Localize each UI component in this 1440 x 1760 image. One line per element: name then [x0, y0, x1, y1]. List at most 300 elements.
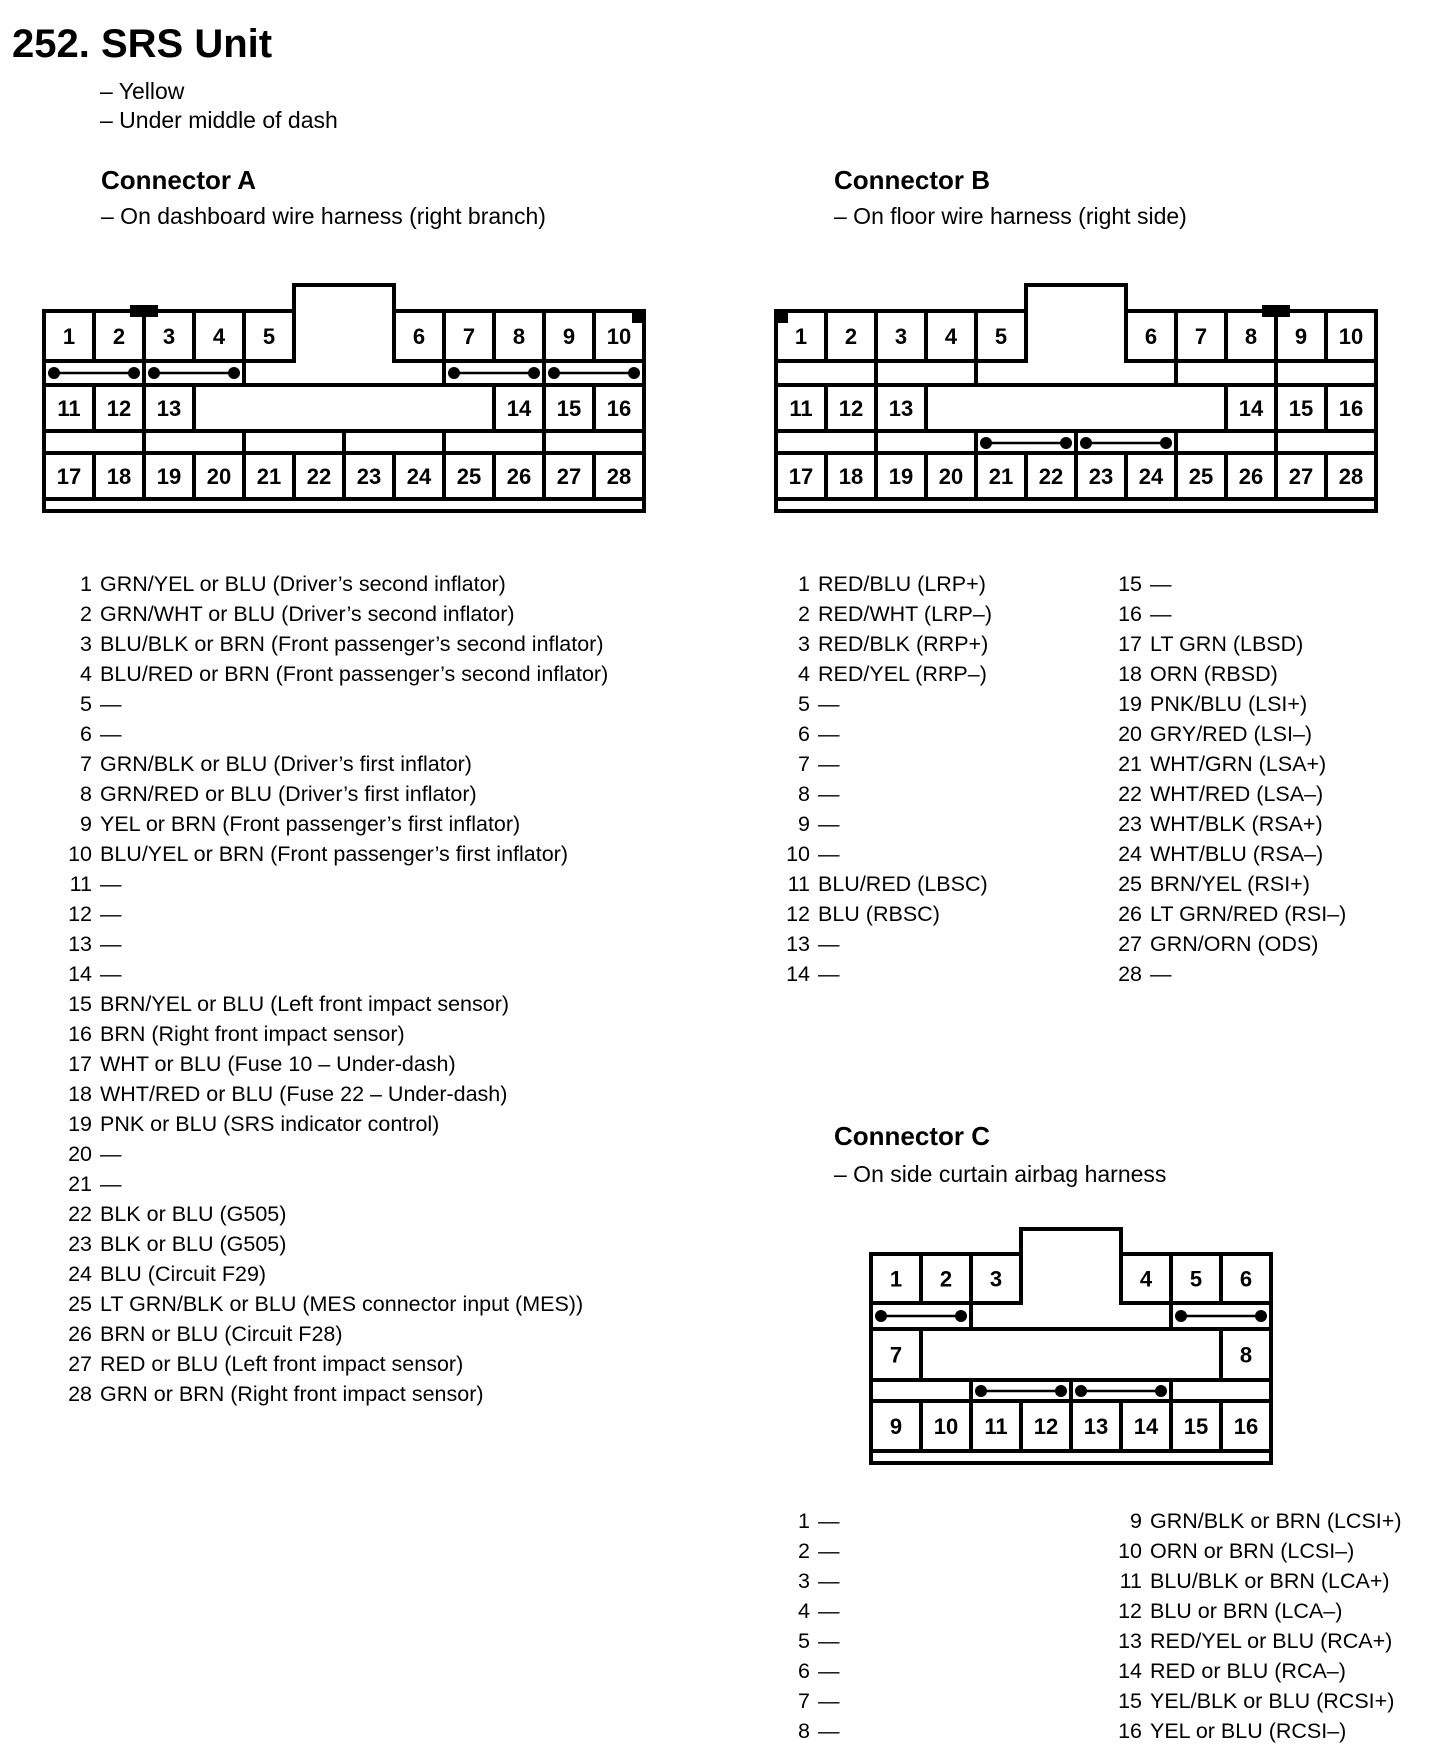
shorting-bar-end	[1060, 437, 1072, 449]
separator-cell	[544, 431, 644, 453]
pin-row	[60, 1049, 608, 1079]
separator-cell	[876, 431, 976, 453]
pin-number: 7	[798, 1689, 810, 1713]
pin-description: BLU or BRN (LCA–)	[1150, 1599, 1343, 1623]
connector-key	[1262, 305, 1290, 317]
pin-row	[60, 1199, 608, 1229]
pin-label: 5	[1189, 1266, 1203, 1292]
pin-label: 3	[894, 324, 908, 349]
pin-row	[60, 809, 608, 839]
connector-cavity	[194, 385, 494, 431]
pin-row	[778, 1506, 840, 1536]
pin-description: —	[100, 1172, 122, 1196]
pin-description: —	[100, 872, 122, 896]
pin-row	[60, 629, 608, 659]
pin-description: RED or BLU (RCA–)	[1150, 1659, 1346, 1683]
connector-c-location: – On side curtain airbag harness	[834, 1161, 1167, 1187]
pin-description: —	[100, 962, 122, 986]
pin-row	[778, 1596, 840, 1626]
connector-c-pin-list-col1	[778, 1506, 840, 1746]
pin-description: RED or BLU (Left front impact sensor)	[100, 1352, 464, 1376]
pin-row	[60, 1019, 608, 1049]
pin-description: —	[818, 1689, 840, 1713]
pin-number: 9	[1130, 1509, 1142, 1533]
pin-row	[1110, 569, 1346, 599]
unit-location-note: – Under middle of dash	[100, 107, 338, 133]
pin-label: 8	[1239, 1342, 1253, 1368]
pin-description: —	[100, 1142, 122, 1166]
shorting-bar-end	[1255, 1310, 1267, 1322]
pin-number: 16	[1118, 602, 1142, 626]
pin-description: BLU/BLK or BRN (LCA+)	[1150, 1569, 1390, 1593]
pin-row	[1110, 749, 1346, 779]
pin-row	[1110, 599, 1346, 629]
pin-number: 23	[68, 1232, 92, 1256]
pin-row	[60, 1139, 608, 1169]
connector-key	[130, 305, 158, 317]
pin-description: GRN/ORN (ODS)	[1150, 932, 1319, 956]
pin-row	[1110, 809, 1346, 839]
pin-row	[1110, 1686, 1402, 1716]
pin-row	[778, 869, 992, 899]
separator-cell	[876, 361, 976, 385]
connector-cavity	[926, 385, 1226, 431]
shorting-bar-end	[528, 367, 540, 379]
pin-number: 28	[68, 1382, 92, 1406]
pin-label: 28	[1338, 464, 1364, 489]
pin-label: 1	[889, 1266, 903, 1292]
pin-label: 6	[1144, 324, 1158, 349]
pin-number: 6	[798, 722, 810, 746]
separator-cell	[776, 431, 876, 453]
connector-b-pin-list-col1	[778, 569, 992, 989]
separator-cell	[444, 431, 544, 453]
pin-description: —	[818, 842, 840, 866]
pin-row	[60, 869, 608, 899]
pin-label: 14	[506, 396, 532, 421]
pin-label: 18	[106, 464, 132, 489]
pin-description: BLU (RBSC)	[818, 902, 940, 926]
pin-number: 6	[798, 1659, 810, 1683]
pin-number: 20	[68, 1142, 92, 1166]
pin-row	[778, 1716, 840, 1746]
pin-row	[60, 1259, 608, 1289]
pin-label: 4	[1139, 1266, 1153, 1292]
pin-label: 14	[1238, 396, 1264, 421]
pin-row	[60, 689, 608, 719]
separator-cell	[1276, 361, 1376, 385]
connector-b-diagram	[776, 285, 1376, 511]
pin-description: —	[818, 722, 840, 746]
pin-row	[1110, 839, 1346, 869]
pin-number: 21	[1118, 752, 1142, 776]
pin-description: —	[1150, 602, 1172, 626]
pin-number: 11	[69, 872, 92, 896]
pin-number: 8	[80, 782, 92, 806]
shorting-bar-end	[148, 367, 160, 379]
pin-description: GRN or BRN (Right front impact sensor)	[100, 1382, 484, 1406]
pin-row	[1110, 959, 1346, 989]
shorting-bar-end	[448, 367, 460, 379]
pin-description: —	[818, 1569, 840, 1593]
pin-number: 22	[68, 1202, 92, 1226]
pin-description: RED/WHT (LRP–)	[818, 602, 993, 626]
pin-label: 7	[1194, 324, 1208, 349]
page-title: 252. SRS Unit	[12, 22, 273, 66]
pin-label: 9	[1294, 324, 1308, 349]
connector-a-title: Connector A	[101, 165, 257, 195]
pin-number: 5	[798, 692, 810, 716]
shorting-bar-end	[1075, 1385, 1087, 1397]
pin-row	[1110, 779, 1346, 809]
pin-row	[1110, 1716, 1402, 1746]
separator-cell	[244, 431, 344, 453]
pin-description: RED/YEL or BLU (RCA+)	[1150, 1629, 1393, 1653]
pin-number: 14	[68, 962, 92, 986]
pin-description: —	[818, 1629, 840, 1653]
pin-row	[1110, 1506, 1402, 1536]
connector-a-pin-list	[60, 569, 608, 1409]
shorting-bar-end	[875, 1310, 887, 1322]
shorting-bar-end	[628, 367, 640, 379]
pin-label: 22	[1038, 464, 1064, 489]
pin-row	[1110, 929, 1346, 959]
shorting-bar-end	[548, 367, 560, 379]
pin-row	[778, 899, 992, 929]
pin-number: 9	[798, 812, 810, 836]
pin-number: 17	[68, 1052, 92, 1076]
pin-row	[1110, 659, 1346, 689]
pin-number: 10	[786, 842, 810, 866]
separator-cell	[44, 431, 144, 453]
pin-description: BLU/YEL or BRN (Front passenger’s first inflator)	[100, 842, 568, 866]
pin-label: 6	[412, 324, 426, 349]
pin-label: 21	[256, 464, 282, 489]
pin-label: 10	[933, 1414, 959, 1439]
pin-description: —	[818, 962, 840, 986]
pin-number: 3	[80, 632, 92, 656]
pin-label: 4	[944, 324, 958, 349]
pin-description: —	[100, 932, 122, 956]
pin-description: WHT/BLU (RSA–)	[1150, 842, 1324, 866]
pin-description: BLK or BLU (G505)	[100, 1202, 287, 1226]
pin-description: YEL/BLK or BLU (RCSI+)	[1150, 1689, 1395, 1713]
pin-number: 12	[1118, 1599, 1142, 1623]
shorting-bar-end	[980, 437, 992, 449]
pin-row	[778, 1626, 840, 1656]
pin-number: 20	[1118, 722, 1142, 746]
pin-number: 2	[798, 1539, 810, 1563]
pin-number: 28	[1118, 962, 1142, 986]
pin-row	[1110, 1536, 1402, 1566]
pin-description: —	[1150, 962, 1172, 986]
pin-number: 5	[798, 1629, 810, 1653]
pin-label: 11	[57, 396, 81, 421]
pin-number: 8	[798, 782, 810, 806]
pin-row	[60, 779, 608, 809]
shorting-bar-end	[1080, 437, 1092, 449]
pin-description: BRN/YEL (RSI+)	[1150, 872, 1310, 896]
shorting-bar-end	[1160, 437, 1172, 449]
pin-number: 9	[80, 812, 92, 836]
pin-description: GRN/YEL or BLU (Driver’s second inflator)	[100, 572, 506, 596]
connector-b-pin-list-col2	[1110, 569, 1346, 989]
pin-row	[60, 839, 608, 869]
pin-row	[778, 1536, 840, 1566]
pin-number: 26	[1118, 902, 1142, 926]
pin-label: 12	[838, 396, 864, 421]
pin-row	[60, 1109, 608, 1139]
pin-row	[1110, 1656, 1402, 1686]
pin-description: —	[818, 932, 840, 956]
pin-number: 11	[1119, 1569, 1142, 1593]
pin-label: 25	[1188, 464, 1214, 489]
separator-cell	[1276, 431, 1376, 453]
pin-description: —	[818, 1539, 840, 1563]
pin-description: ORN or BRN (LCSI–)	[1150, 1539, 1355, 1563]
pin-row	[1110, 1596, 1402, 1626]
pin-row	[778, 1566, 840, 1596]
pin-label: 24	[1138, 464, 1164, 489]
pin-label: 16	[606, 396, 632, 421]
pin-label: 20	[938, 464, 964, 489]
pin-row	[60, 1079, 608, 1109]
pin-label: 25	[456, 464, 482, 489]
pin-description: PNK or BLU (SRS indicator control)	[100, 1112, 440, 1136]
pin-row	[60, 929, 608, 959]
pin-description: GRN/BLK or BLU (Driver’s first inflator)	[100, 752, 472, 776]
pin-label: 23	[356, 464, 382, 489]
connector-a-location: – On dashboard wire harness (right branch)	[101, 203, 546, 229]
pin-number: 17	[1118, 632, 1142, 656]
pin-description: GRN/WHT or BLU (Driver’s second inflator)	[100, 602, 515, 626]
pin-row	[60, 959, 608, 989]
pin-row	[1110, 869, 1346, 899]
separator-cell	[144, 431, 244, 453]
pin-description: GRN/BLK or BRN (LCSI+)	[1150, 1509, 1402, 1533]
pin-number: 13	[1118, 1629, 1142, 1653]
pin-row	[778, 599, 992, 629]
pin-label: 24	[406, 464, 432, 489]
pin-row	[778, 809, 992, 839]
pin-description: WHT/RED (LSA–)	[1150, 782, 1324, 806]
pin-number: 10	[1118, 1539, 1142, 1563]
pin-number: 11	[787, 872, 810, 896]
shorting-bar-end	[1155, 1385, 1167, 1397]
pin-description: YEL or BRN (Front passenger’s first inflator)	[100, 812, 521, 836]
pin-row	[1110, 719, 1346, 749]
pin-label: 27	[556, 464, 582, 489]
pin-number: 24	[68, 1262, 92, 1286]
pin-label: 15	[1183, 1414, 1209, 1439]
pin-label: 13	[888, 396, 914, 421]
pin-label: 18	[838, 464, 864, 489]
pin-label: 27	[1288, 464, 1314, 489]
separator-cell	[1176, 431, 1276, 453]
pin-label: 15	[1288, 396, 1314, 421]
connector-b-title: Connector B	[834, 165, 990, 195]
pin-row	[778, 1656, 840, 1686]
pin-label: 11	[789, 396, 813, 421]
pin-row	[1110, 689, 1346, 719]
pin-label: 13	[1083, 1414, 1109, 1439]
pin-label: 10	[1338, 324, 1364, 349]
pin-label: 22	[306, 464, 332, 489]
pin-description: WHT or BLU (Fuse 10 – Under-dash)	[100, 1052, 456, 1076]
pin-description: —	[100, 692, 122, 716]
pin-description: RED/YEL (RRP–)	[818, 662, 987, 686]
pin-description: LT GRN/BLK or BLU (MES connector input (MES))	[100, 1292, 584, 1316]
pin-number: 27	[1118, 932, 1142, 956]
pin-description: LT GRN/RED (RSI–)	[1150, 902, 1347, 926]
pin-label: 2	[939, 1266, 953, 1292]
pin-number: 24	[1118, 842, 1142, 866]
pin-row	[60, 1169, 608, 1199]
pin-number: 18	[1118, 662, 1142, 686]
pin-label: 4	[212, 324, 226, 349]
pin-label: 12	[106, 396, 132, 421]
pin-label: 13	[156, 396, 182, 421]
pin-label: 11	[984, 1414, 1008, 1439]
pin-number: 12	[786, 902, 810, 926]
pin-number: 5	[80, 692, 92, 716]
pin-row	[60, 599, 608, 629]
pin-row	[778, 1686, 840, 1716]
pin-row	[778, 659, 992, 689]
unit-color-note: – Yellow	[100, 78, 185, 104]
connector-key	[776, 309, 788, 323]
pin-row	[778, 569, 992, 599]
pin-label: 5	[262, 324, 276, 349]
pin-row	[60, 1319, 608, 1349]
pin-label: 23	[1088, 464, 1114, 489]
pin-number: 1	[798, 572, 810, 596]
shorting-bar-end	[128, 367, 140, 379]
pin-description: BRN or BLU (Circuit F28)	[100, 1322, 343, 1346]
pin-description: —	[818, 1599, 840, 1623]
pin-row	[778, 959, 992, 989]
pin-description: —	[818, 692, 840, 716]
pin-description: PNK/BLU (LSI+)	[1150, 692, 1308, 716]
pin-label: 9	[889, 1414, 903, 1439]
pin-number: 22	[1118, 782, 1142, 806]
pin-row	[778, 839, 992, 869]
pin-description: —	[818, 1509, 840, 1533]
pin-row	[60, 1229, 608, 1259]
pin-row	[1110, 629, 1346, 659]
pin-description: BLU/RED (LBSC)	[818, 872, 988, 896]
pin-number: 12	[68, 902, 92, 926]
shorting-bar-end	[48, 367, 60, 379]
pin-description: GRY/RED (LSI–)	[1150, 722, 1313, 746]
pin-label: 1	[62, 324, 76, 349]
pin-row	[60, 989, 608, 1019]
pin-label: 7	[462, 324, 476, 349]
pin-number: 19	[1118, 692, 1142, 716]
connector-a-diagram	[44, 285, 644, 511]
pin-number: 23	[1118, 812, 1142, 836]
pin-label: 2	[844, 324, 858, 349]
pin-number: 3	[798, 1569, 810, 1593]
pin-description: BRN (Right front impact sensor)	[100, 1022, 405, 1046]
pin-number: 21	[68, 1172, 92, 1196]
pin-number: 3	[798, 632, 810, 656]
separator-cell	[776, 361, 876, 385]
pin-description: RED/BLK (RRP+)	[818, 632, 989, 656]
connector-b-location: – On floor wire harness (right side)	[834, 203, 1187, 229]
pin-number: 4	[798, 1599, 810, 1623]
pin-number: 6	[80, 722, 92, 746]
pin-row	[60, 749, 608, 779]
pin-description: —	[100, 722, 122, 746]
pin-number: 13	[68, 932, 92, 956]
separator-cell	[344, 431, 444, 453]
pin-row	[1110, 1566, 1402, 1596]
pin-label: 26	[506, 464, 532, 489]
pin-label: 5	[994, 324, 1008, 349]
pin-description: BLU/RED or BRN (Front passenger’s second inflator)	[100, 662, 609, 686]
pin-row	[60, 569, 608, 599]
pin-number: 16	[68, 1022, 92, 1046]
pin-row	[60, 899, 608, 929]
pin-description: —	[100, 902, 122, 926]
shorting-bar-end	[975, 1385, 987, 1397]
pin-number: 1	[798, 1509, 810, 1533]
pin-row	[778, 719, 992, 749]
pin-number: 26	[68, 1322, 92, 1346]
connector-cavity	[921, 1329, 1221, 1380]
shorting-bar-end	[955, 1310, 967, 1322]
pin-label: 9	[562, 324, 576, 349]
pin-label: 26	[1238, 464, 1264, 489]
pin-label: 19	[156, 464, 182, 489]
pin-label: 1	[794, 324, 808, 349]
pin-number: 19	[68, 1112, 92, 1136]
pin-description: RED/BLU (LRP+)	[818, 572, 986, 596]
pin-label: 6	[1239, 1266, 1253, 1292]
pin-number: 15	[1118, 1689, 1142, 1713]
pin-row	[778, 929, 992, 959]
pin-label: 8	[512, 324, 526, 349]
connector-c-diagram	[871, 1229, 1271, 1463]
separator-cell	[871, 1380, 971, 1401]
pin-description: WHT/RED or BLU (Fuse 22 – Under-dash)	[100, 1082, 508, 1106]
pin-description: WHT/BLK (RSA+)	[1150, 812, 1323, 836]
shorting-bar-end	[1055, 1385, 1067, 1397]
pin-label: 3	[162, 324, 176, 349]
connector-key	[632, 309, 644, 323]
pin-number: 14	[1118, 1659, 1142, 1683]
pin-description: WHT/GRN (LSA+)	[1150, 752, 1327, 776]
pin-description: YEL or BLU (RCSI–)	[1150, 1719, 1347, 1743]
pin-label: 12	[1033, 1414, 1059, 1439]
pin-number: 16	[1118, 1719, 1142, 1743]
pin-number: 4	[80, 662, 92, 686]
pin-description: —	[818, 812, 840, 836]
pin-number: 15	[68, 992, 92, 1016]
pin-number: 25	[1118, 872, 1142, 896]
pin-row	[60, 719, 608, 749]
pin-label: 14	[1133, 1414, 1159, 1439]
pin-description: —	[818, 782, 840, 806]
pin-label: 10	[606, 324, 632, 349]
pin-number: 13	[786, 932, 810, 956]
pin-description: LT GRN (LBSD)	[1150, 632, 1304, 656]
pin-label: 15	[556, 396, 582, 421]
pin-label: 8	[1244, 324, 1258, 349]
pin-number: 4	[798, 662, 810, 686]
pin-description: GRN/RED or BLU (Driver’s first inflator)	[100, 782, 477, 806]
